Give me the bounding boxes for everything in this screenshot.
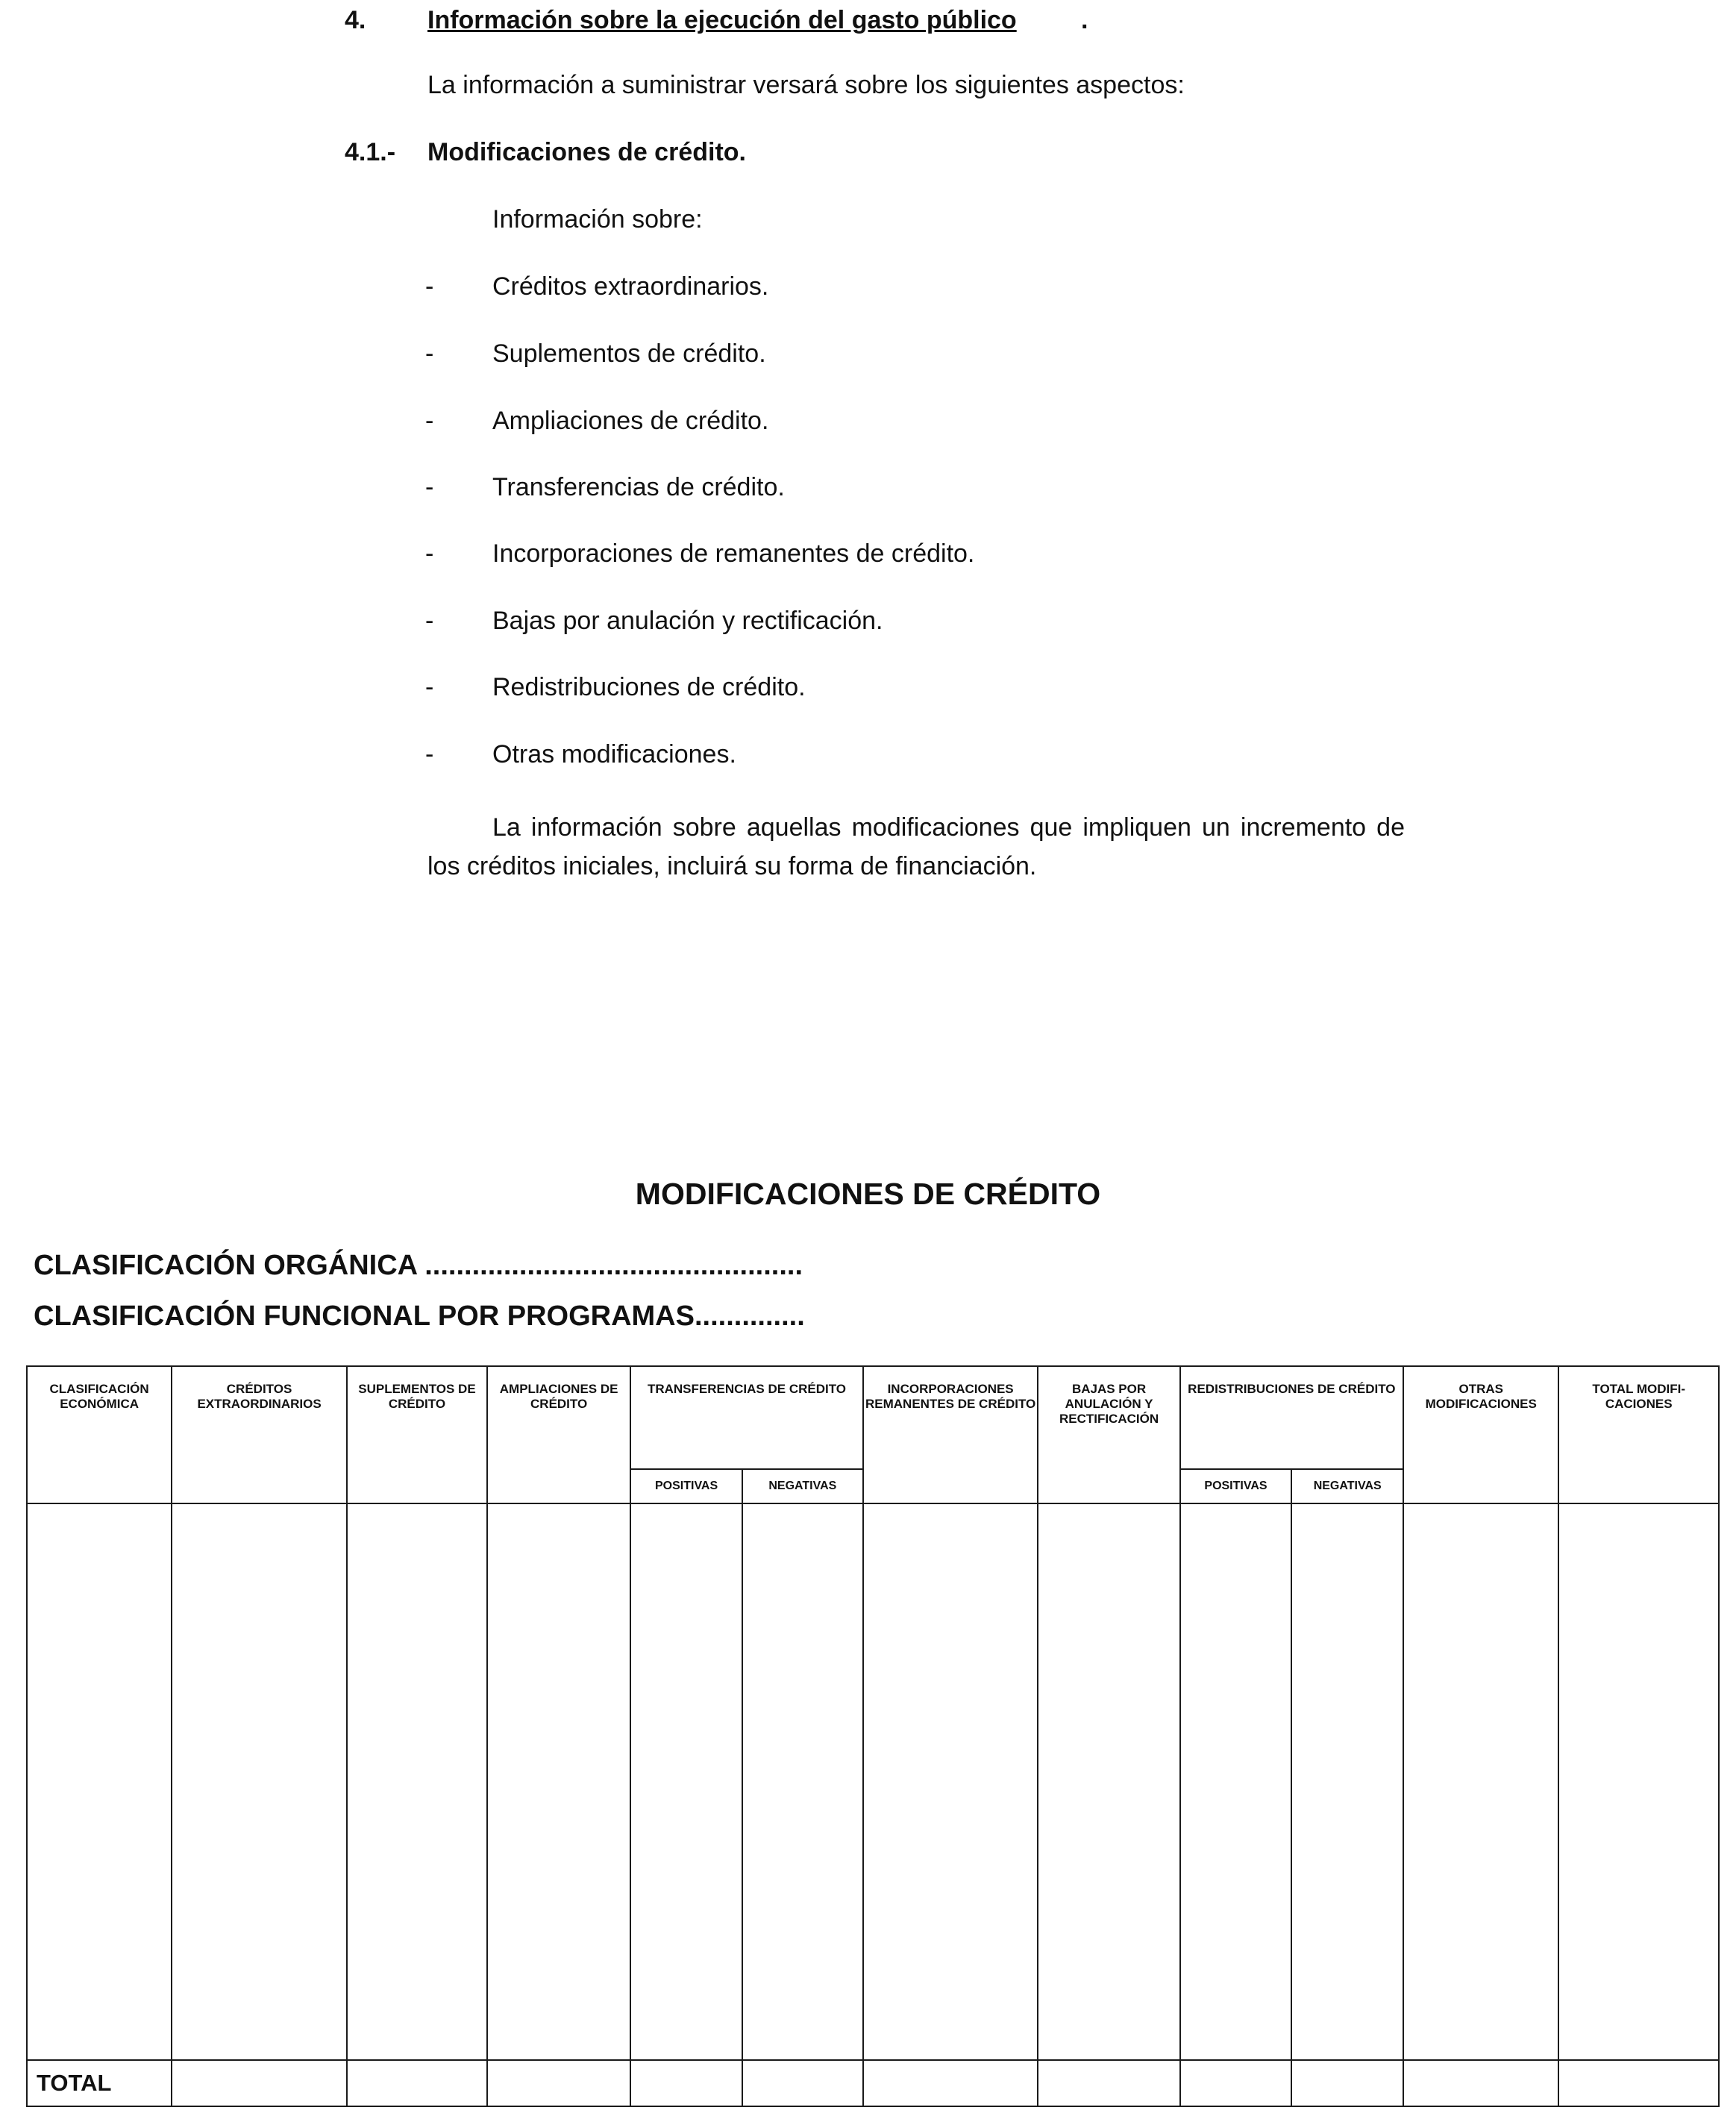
financing-paragraph: La información sobre aquellas modificaciones que impliquen un incremento de los créditos iniciales, incluirá su forma de financiación.	[427, 813, 1405, 880]
section-intro: La información a suministrar versará sobre los siguientes aspectos:	[427, 71, 1185, 99]
info-label: Información sobre:	[492, 205, 703, 234]
table-cell[interactable]	[487, 1503, 630, 2060]
bullet-dash: -	[425, 272, 434, 301]
total-cell[interactable]	[1291, 2060, 1403, 2106]
table-cell[interactable]	[172, 1503, 347, 2060]
col-header-otras: OTRAS MODIFICACIONES	[1403, 1366, 1558, 1503]
col-header-suplementos: SUPLEMENTOS DE CRÉDITO	[347, 1366, 487, 1503]
total-cell[interactable]	[1403, 2060, 1558, 2106]
bullet-dash: -	[425, 740, 434, 769]
total-cell[interactable]	[1038, 2060, 1179, 2106]
bullet-dash: -	[425, 473, 434, 501]
bullet-dash: -	[425, 673, 434, 701]
total-cell[interactable]	[347, 2060, 487, 2106]
list-item: Suplementos de crédito.	[492, 339, 766, 368]
total-cell[interactable]	[172, 2060, 347, 2106]
col-header-bajas: BAJAS POR ANULACIÓN Y RECTIFICACIÓN	[1038, 1366, 1179, 1503]
col-header-transferencias-positivas: POSITIVAS	[630, 1469, 742, 1503]
col-header-ampliaciones: AMPLIACIONES DE CRÉDITO	[487, 1366, 630, 1503]
table-cell[interactable]	[630, 1503, 742, 2060]
section-title-period: .	[1081, 6, 1088, 34]
col-header-transferencias: TRANSFERENCIAS DE CRÉDITO	[630, 1366, 863, 1469]
bullet-dash: -	[425, 607, 434, 635]
table-body-row	[27, 1503, 1719, 2060]
col-header-creditos-extraordinarios: CRÉDITOS EXTRAORDINARIOS	[172, 1366, 347, 1503]
list-item: Ampliaciones de crédito.	[492, 407, 769, 435]
table-cell[interactable]	[742, 1503, 863, 2060]
list-item: Redistribuciones de crédito.	[492, 673, 806, 701]
list-item: Bajas por anulación y rectificación.	[492, 607, 883, 635]
subsection-number: 4.1.-	[345, 138, 396, 166]
table-cell[interactable]	[1403, 1503, 1558, 2060]
total-label: TOTAL	[27, 2060, 172, 2106]
list-item: Otras modificaciones.	[492, 740, 736, 769]
header-row	[27, 1366, 1719, 1469]
table-cell[interactable]	[1038, 1503, 1179, 2060]
bullet-dash: -	[425, 339, 434, 368]
col-header-redistribuciones: REDISTRIBUCIONES DE CRÉDITO	[1180, 1366, 1403, 1469]
organic-classification-label: CLASIFICACIÓN ORGÁNICA ................................................	[34, 1250, 803, 1281]
col-header-total-modificaciones: TOTAL MODIFI-CACIONES	[1558, 1366, 1719, 1503]
subsection-title: Modificaciones de crédito.	[427, 138, 746, 166]
bullet-dash: -	[425, 539, 434, 568]
table-cell[interactable]	[1291, 1503, 1403, 2060]
bullet-dash: -	[425, 407, 434, 435]
total-cell[interactable]	[863, 2060, 1038, 2106]
col-header-incorporaciones: INCORPORACIONES REMANENTES DE CRÉDITO	[863, 1366, 1038, 1503]
col-header-redistribuciones-negativas: NEGATIVAS	[1291, 1469, 1403, 1503]
list-item: Créditos extraordinarios.	[492, 272, 769, 301]
col-header-clasificacion: CLASIFICACIÓN ECONÓMICA	[27, 1366, 172, 1503]
total-cell[interactable]	[630, 2060, 742, 2106]
table-cell[interactable]	[1180, 1503, 1292, 2060]
col-header-transferencias-negativas: NEGATIVAS	[742, 1469, 863, 1503]
total-row	[27, 2060, 1719, 2106]
total-cell[interactable]	[1180, 2060, 1292, 2106]
list-item: Transferencias de crédito.	[492, 473, 785, 501]
functional-classification-label: CLASIFICACIÓN FUNCIONAL POR PROGRAMAS..............	[34, 1300, 805, 1332]
list-item: Incorporaciones de remanentes de crédito.	[492, 539, 975, 568]
total-cell[interactable]	[1558, 2060, 1719, 2106]
table-cell[interactable]	[347, 1503, 487, 2060]
table-cell[interactable]	[1558, 1503, 1719, 2060]
section-title: Información sobre la ejecución del gasto público	[427, 6, 1017, 34]
table-cell[interactable]	[863, 1503, 1038, 2060]
total-cell[interactable]	[487, 2060, 630, 2106]
form-title: MODIFICACIONES DE CRÉDITO	[635, 1177, 1101, 1211]
section-number: 4.	[345, 6, 366, 34]
total-cell[interactable]	[742, 2060, 863, 2106]
col-header-redistribuciones-positivas: POSITIVAS	[1180, 1469, 1292, 1503]
credit-modifications-table	[26, 1365, 1720, 2107]
table-cell[interactable]	[27, 1503, 172, 2060]
